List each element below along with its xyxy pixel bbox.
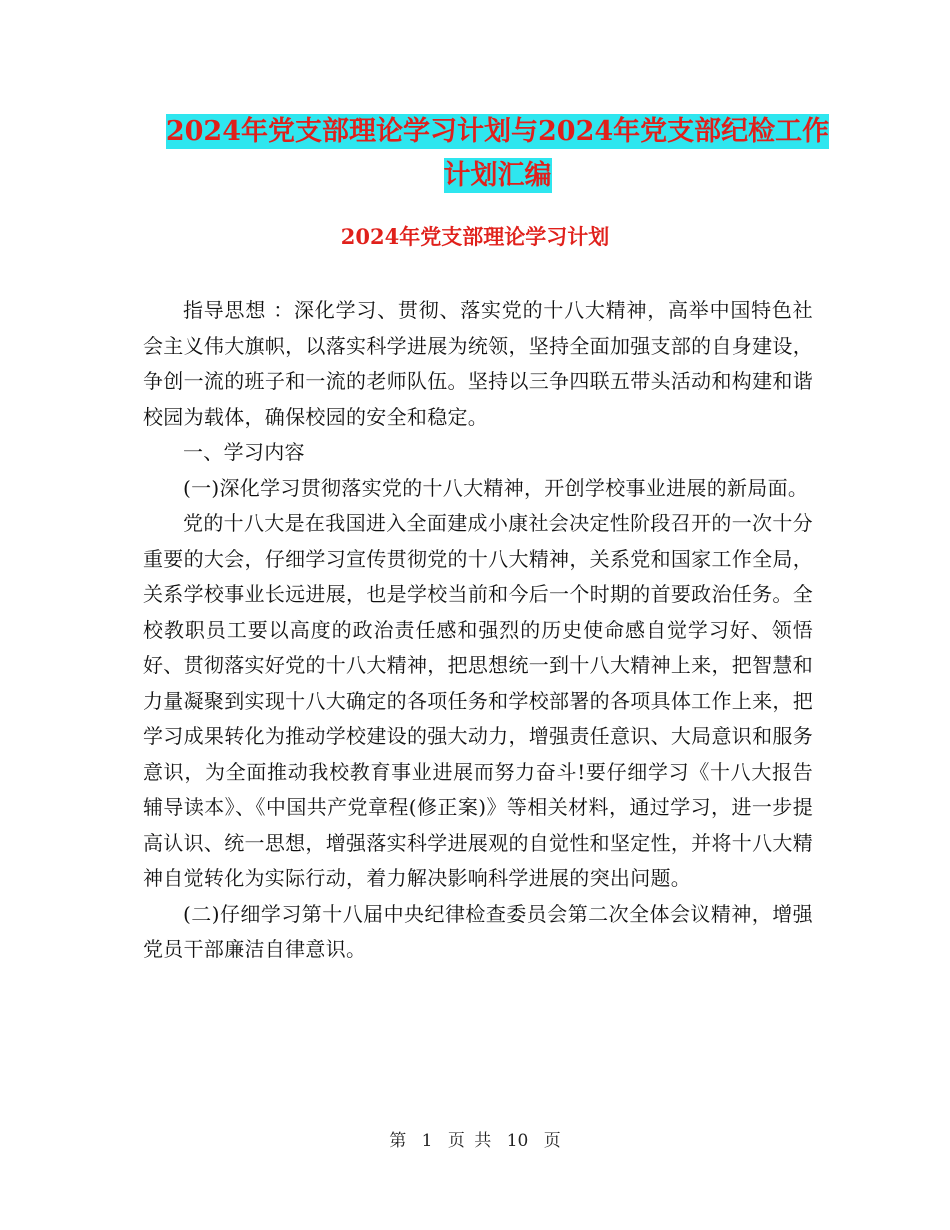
heading-study-content: 一、学习内容 — [183, 440, 305, 464]
subheading-one: (一)深化学习贯彻落实党的十八大精神，开创学校事业进展的新局面。 — [183, 475, 809, 500]
footer-suffix: 页 — [543, 1131, 561, 1151]
title-line-2: 计划汇编 — [443, 160, 552, 191]
footer-middle: 页 共 — [447, 1131, 492, 1151]
footer-prefix: 第 — [389, 1131, 407, 1151]
paragraph-eighteenth-congress: 党的十八大是在我国进入全面建成小康社会决定性阶段召开的一次十分重要的大会，仔细学习宣传贯彻党的十八大精神，关系党和国家工作全局，关系学校事业长远进展，也是学校当前和今后一个时期的首要政治任务。全校教职员工要以高度的政治责任感和强烈的历史使命感自觉学习好、领悟好、贯彻落实好党的十八大精神，把思想统一到十八大精神上来，把智慧和力量凝聚到实现十八大确定的各项任务和学校部署的各项具体工作上来，把学习成果转化为推动学校建设的强大动力，增强责任意识、大局意识和服务意识，为全面推动我校教育事业进展而努力奋斗!要仔细学习《十八大报告辅导读本》、《中国共产党章程(修正案)》等相关材料，通过学习，进一步提高认识、统一思想，增强落实科学进展观的自觉性和坚定性，并将十八大精神自觉转化为实际行动，着力解决影响科学进展的突出问题。 — [143, 511, 813, 890]
document-body — [143, 293, 813, 968]
paragraph-guiding-ideology: 指导思想 ：深化学习、贯彻、落实党的十八大精神，高举中国特色社会主义伟大旗帜，以落实科学进展为统领，坚持全面加强支部的自身建设，争创一流的班子和一流的老师队伍。坚持以三争四联五带头活动和构建和谐校园为载体，确保校园的安全和稳定。 — [143, 298, 813, 429]
footer-total-pages: 10 — [506, 1131, 529, 1151]
footer-current-page: 1 — [421, 1131, 433, 1151]
subheading-two: (二)仔细学习第十八届中央纪律检查委员会第二次全体会议精神，增强党员干部廉洁自律意识。 — [143, 901, 813, 961]
document-title — [130, 110, 865, 198]
title-line-1: 2024年党支部理论学习计划与2024年党支部纪检工作 — [165, 116, 830, 147]
section-title: 2024年党支部理论学习计划 — [340, 224, 610, 249]
page-footer — [0, 1126, 950, 1151]
